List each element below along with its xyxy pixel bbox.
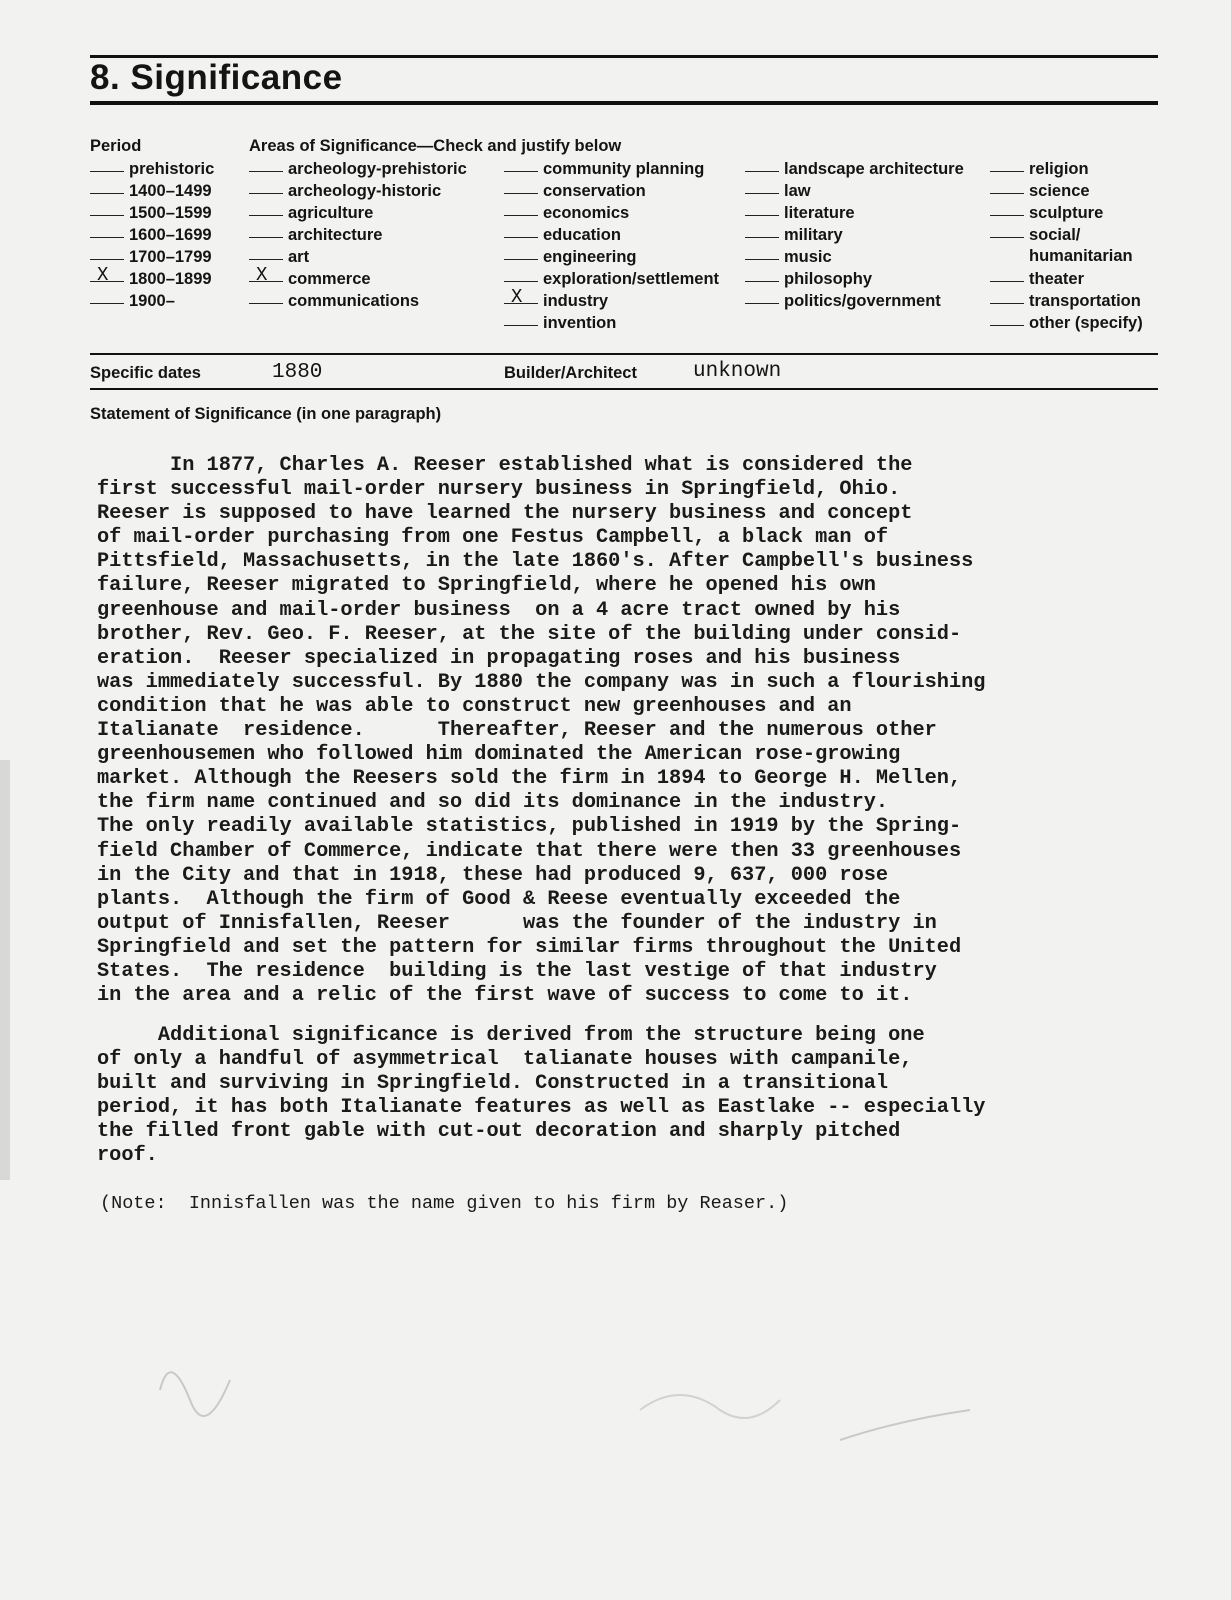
- faint-handwritten-scribble: [140, 1330, 1040, 1470]
- checklist-item-conservation: [504, 179, 719, 201]
- checklist-label: 1600–1699: [129, 226, 212, 244]
- checklist-label: other (specify): [1029, 314, 1143, 332]
- checklist-item-military: [745, 223, 964, 245]
- checklist-item-humanitarian: [990, 245, 1143, 267]
- areas-list-1: [249, 157, 467, 311]
- checklist-label: communications: [288, 292, 420, 310]
- check-blank: [249, 223, 283, 238]
- section-title: 8. Significance: [90, 58, 343, 97]
- checklist-label: music: [784, 248, 832, 266]
- checklist-item-transportation: [990, 289, 1143, 311]
- check-blank: [745, 157, 779, 172]
- checklist-label: politics/government: [784, 292, 941, 310]
- checklist-label: humanitarian: [1029, 247, 1133, 265]
- checklist-item-literature: [745, 201, 964, 223]
- check-blank: [504, 311, 538, 326]
- builder-architect-label: Builder/Architect: [504, 364, 637, 382]
- checklist-label: sculpture: [1029, 204, 1104, 222]
- statement-label: Statement of Significance (in one paragraph): [90, 405, 442, 423]
- check-blank: [745, 289, 779, 304]
- checklist-item-art: [249, 245, 467, 267]
- checklist-item-1800-1899: [90, 264, 214, 289]
- dates-bottom-rule: [90, 388, 1158, 390]
- checklist-label: engineering: [543, 248, 637, 266]
- checklist-item-theater: [990, 267, 1143, 289]
- checklist-label: 1800–1899: [129, 270, 212, 288]
- check-blank: [990, 311, 1024, 326]
- check-blank: [249, 179, 283, 194]
- checklist-label: social/: [1029, 226, 1081, 244]
- check-blank: [745, 245, 779, 260]
- check-mark: X: [97, 264, 109, 286]
- period-list: [90, 157, 214, 311]
- checklist-label: archeology-prehistoric: [288, 160, 467, 178]
- checklist-item-industry: [504, 286, 719, 311]
- checklist-item-other-specify: [990, 311, 1143, 333]
- areas-heading: Areas of Significance—Check and justify below: [249, 137, 622, 155]
- checklist-label: industry: [543, 292, 609, 310]
- dates-top-rule: [90, 353, 1158, 355]
- specific-dates-label: Specific dates: [90, 364, 201, 382]
- check-blank: [504, 201, 538, 216]
- check-blank: [504, 157, 538, 172]
- checklist-label: education: [543, 226, 621, 244]
- checklist-label: 1400–1499: [129, 182, 212, 200]
- check-blank: [249, 245, 283, 260]
- check-blank: [90, 201, 124, 216]
- checklist-label: 1500–1599: [129, 204, 212, 222]
- checklist-label: prehistoric: [129, 160, 215, 178]
- check-blank: [745, 223, 779, 238]
- check-blank: [745, 201, 779, 216]
- check-mark: X: [256, 264, 268, 286]
- checklist-item-agriculture: [249, 201, 467, 223]
- checklist-item-sculpture: [990, 201, 1143, 223]
- check-blank: [249, 264, 283, 286]
- check-blank: [990, 179, 1024, 194]
- checklist-item-religion: [990, 157, 1143, 179]
- checklist-label: religion: [1029, 160, 1089, 178]
- checklist-item-economics: [504, 201, 719, 223]
- scan-edge-shadow: [0, 760, 10, 1180]
- checklist-label: transportation: [1029, 292, 1141, 310]
- checklist-label: commerce: [288, 270, 371, 288]
- statement-note: (Note: Innisfallen was the name given to his firm by Reaser.): [100, 1193, 789, 1214]
- checklist-item-communications: [249, 289, 467, 311]
- checklist-label: law: [784, 182, 811, 200]
- statement-paragraph-1: In 1877, Charles A. Reeser established what is considered the first successful mail-order nursery business in Springfield, Ohio. Reeser is supposed to have learned the nursery business and concept of mail-order purchasing from one Festus Campbell, a black man of Pittsfield, Massachusetts, in the late 1860's. After Campbell's business failure, Reeser migrated to Springfield, where he opened his own greenhouse and mail-order business on a 4 acre tract owned by his brother, Rev. Geo. F. Reeser, at the site of the building under consid- eration. Reeser specialized in propagating roses and his business was immediately successful. By 1880 the company was in such a flourishing condition that he was able to construct new greenhouses and an Italianate residence. Thereafter, Reeser and the numerous other greenhousemen who followed him dominated the American rose-growing market. Although the Reesers sold the firm in 1894 to George H. Mellen, the firm name continued and so did its dominance in the industry. The only readily available statistics, published in 1919 by the Spring- field Chamber of Commerce, indicate that there were then 33 greenhouses in the City and that in 1918, these had produced 9, 637, 000 rose plants. Although the firm of Good & Reese eventually exceeded the output of Innisfallen, Reeser was the founder of the industry in Springfield and set the pattern for similar firms throughout the United States. The residence building is the last vestige of that industry in the area and a relic of the first wave of success to come to it.: [97, 454, 986, 1008]
- period-heading: Period: [90, 137, 142, 155]
- checklist-item-music: [745, 245, 964, 267]
- check-blank: [745, 179, 779, 194]
- areas-list-4: [990, 157, 1143, 333]
- checklist-label: exploration/settlement: [543, 270, 720, 288]
- check-blank: [90, 223, 124, 238]
- check-blank: [249, 157, 283, 172]
- check-blank: [504, 223, 538, 238]
- checklist-label: conservation: [543, 182, 646, 200]
- title-rule: [90, 101, 1158, 105]
- checklist-label: science: [1029, 182, 1090, 200]
- areas-list-3: [745, 157, 964, 311]
- check-blank: [990, 289, 1024, 304]
- checklist-label: military: [784, 226, 843, 244]
- checklist-item-1500-1599: [90, 201, 214, 223]
- check-blank: [504, 179, 538, 194]
- checklist-label: architecture: [288, 226, 383, 244]
- areas-list-2: [504, 157, 719, 333]
- check-blank: [249, 289, 283, 304]
- check-blank: [504, 286, 538, 308]
- checklist-label: literature: [784, 204, 855, 222]
- checklist-label: theater: [1029, 270, 1085, 288]
- check-blank: [990, 201, 1024, 216]
- checklist-label: invention: [543, 314, 617, 332]
- checklist-item-prehistoric: [90, 157, 214, 179]
- builder-architect-value: unknown: [693, 360, 782, 383]
- checklist-item-social: [990, 223, 1143, 245]
- checklist-label: landscape architecture: [784, 160, 964, 178]
- statement-paragraph-2: Additional significance is derived from the structure being one of only a handful of asymmetrical talianate houses with campanile, built and surviving in Springfield. Constructed in a transitional period, it has both Italianate features as well as Eastlake -- especially the filled front gable with cut-out decoration and sharply pitched roof.: [97, 1024, 986, 1168]
- check-blank: [990, 223, 1024, 238]
- check-blank: [90, 157, 124, 172]
- checklist-item-1600-1699: [90, 223, 214, 245]
- checklist-item-invention: [504, 311, 719, 333]
- check-blank: [90, 245, 124, 260]
- check-blank: [745, 267, 779, 282]
- checklist-item-archeology-historic: [249, 179, 467, 201]
- checklist-item-landscape-architecture: [745, 157, 964, 179]
- checklist-item-politics-government: [745, 289, 964, 311]
- checklist-label: art: [288, 248, 310, 266]
- check-blank: [90, 289, 124, 304]
- checklist-item-archeology-prehistoric: [249, 157, 467, 179]
- check-blank: [249, 201, 283, 216]
- checklist-item-law: [745, 179, 964, 201]
- checklist-item-education: [504, 223, 719, 245]
- check-blank: [990, 157, 1024, 172]
- checklist-item-1400-1499: [90, 179, 214, 201]
- checklist-item-community-planning: [504, 157, 719, 179]
- checklist-item-commerce: [249, 264, 467, 289]
- checklist-item-exploration-settlement: [504, 267, 719, 289]
- checklist-item-1900: [90, 289, 214, 311]
- check-blank: [90, 179, 124, 194]
- check-mark: X: [511, 286, 523, 308]
- checklist-item-1700-1799: [90, 245, 214, 267]
- check-blank: [504, 267, 538, 282]
- checklist-label: agriculture: [288, 204, 374, 222]
- check-blank: [90, 264, 124, 286]
- check-blank: [504, 245, 538, 260]
- checklist-label: 1700–1799: [129, 248, 212, 266]
- checklist-label: philosophy: [784, 270, 872, 288]
- check-blank: [990, 267, 1024, 282]
- checklist-item-engineering: [504, 245, 719, 267]
- checklist-item-philosophy: [745, 267, 964, 289]
- specific-dates-value: 1880: [272, 361, 323, 384]
- checklist-item-science: [990, 179, 1143, 201]
- checklist-label: 1900–: [129, 292, 175, 310]
- checklist-item-architecture: [249, 223, 467, 245]
- checklist-label: archeology-historic: [288, 182, 442, 200]
- checklist-label: community planning: [543, 160, 705, 178]
- checklist-label: economics: [543, 204, 630, 222]
